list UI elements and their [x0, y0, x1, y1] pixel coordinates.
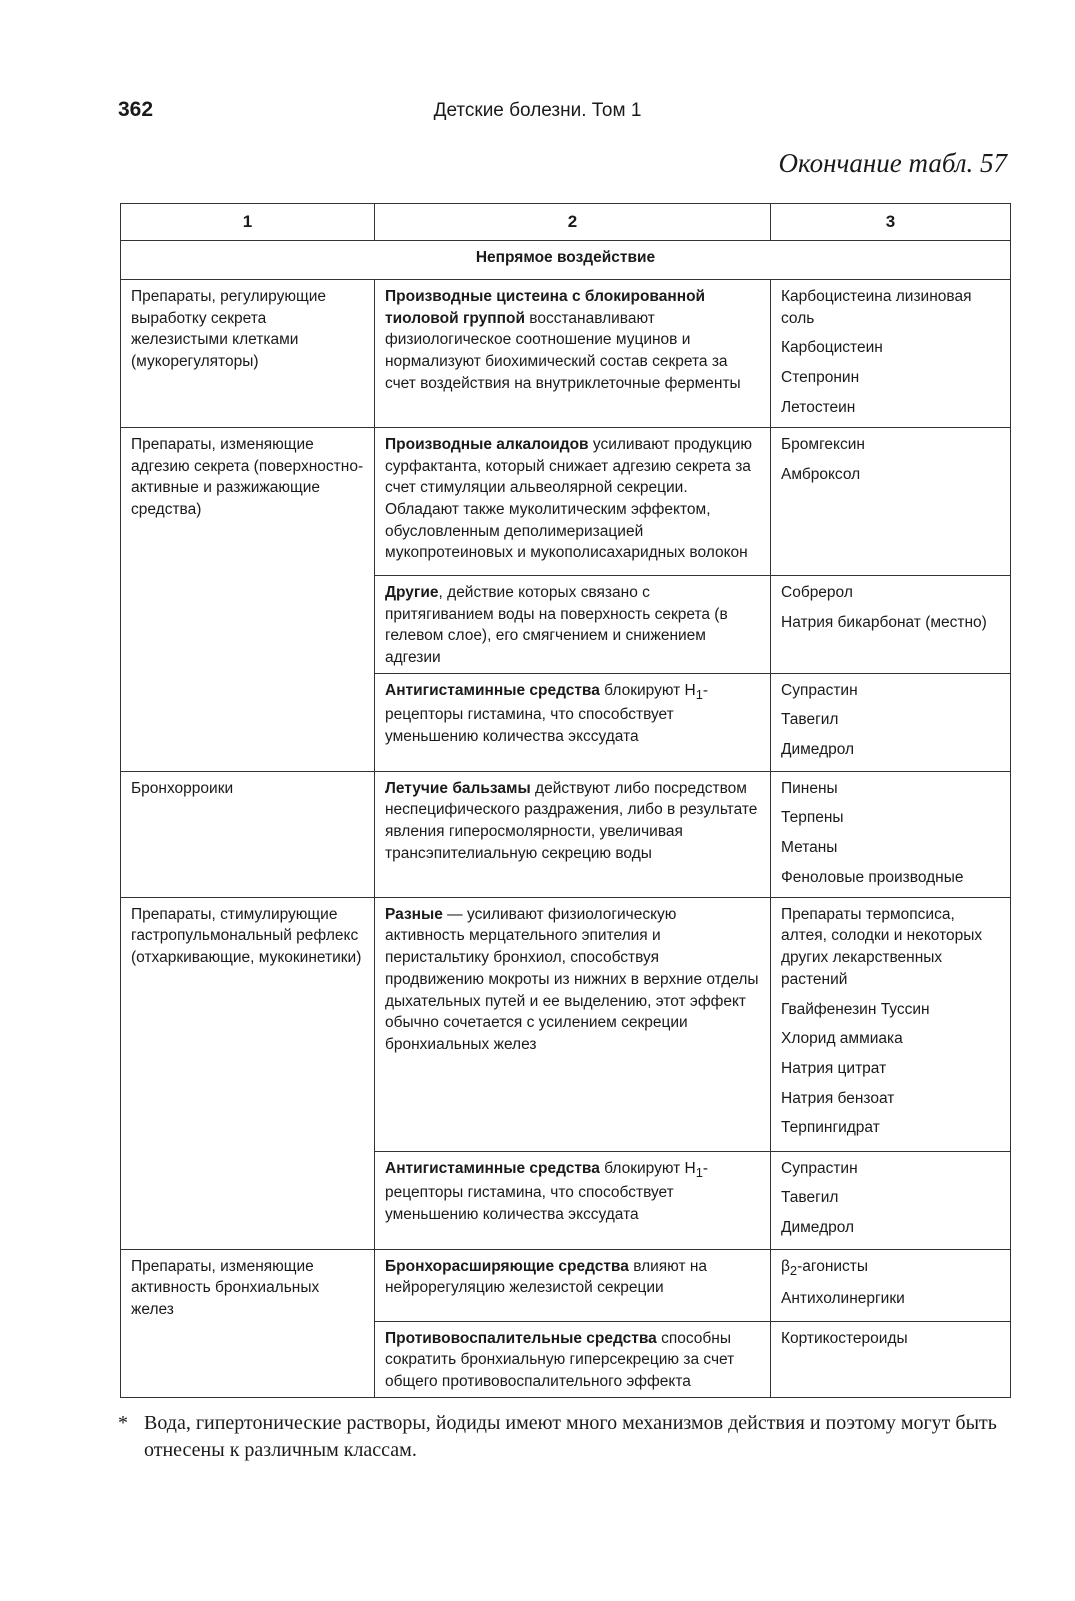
drug-item: Амброксол: [781, 465, 861, 483]
drugs-cell: [771, 1151, 1011, 1249]
drug-item: Препараты термопсиса, алтея, солодки и некоторых других лекарственных растений: [781, 905, 983, 988]
mechanism-text-post: -рецепторы гистамина, что способствует уменьшению количества экссудата: [385, 1159, 709, 1223]
drug-item: [781, 1256, 1000, 1280]
mechanism-title: Разные: [385, 905, 443, 923]
table-row: [121, 1249, 1011, 1321]
mechanism-cell: [375, 576, 771, 674]
drug-item: Супрастин: [781, 681, 858, 699]
drug-item: Натрия бикарбонат (местно): [781, 613, 987, 631]
mechanism-cell: [375, 1249, 771, 1321]
table-row: [121, 897, 1011, 1151]
mechanism-cell: [375, 428, 771, 576]
mechanism-title: Антигистаминные средства: [385, 681, 600, 699]
drug-item: Пинены: [781, 779, 838, 797]
mechanism-text: действуют либо посредством неспецифического раздражения, либо в результате явления гиперосмолярности, увеличивая трансэпителиальную секрецию воды: [385, 779, 758, 862]
drug-item: Хлорид аммиака: [781, 1030, 903, 1048]
column-header-2: 2: [375, 204, 771, 241]
drugs-cell: [771, 897, 1011, 1151]
drugs-cell: [771, 1321, 1011, 1397]
column-header-1: 1: [121, 204, 375, 241]
drug-item: Димедрол: [781, 1219, 855, 1237]
drugs-cell: [771, 428, 1011, 576]
page-number: 362: [118, 98, 154, 121]
drug-item: Метаны: [781, 839, 838, 857]
drug-beta-text: -агонисты: [797, 1257, 869, 1275]
mechanism-cell: [375, 897, 771, 1151]
footnote-text: Вода, гипертонические растворы, йодиды имеют много механизмов действия и поэтому могут быть отнесены к различным классам.: [144, 1412, 997, 1461]
drug-item: Терпингидрат: [781, 1119, 880, 1137]
mechanism-text: восстанавливают физиологическое соотношение муцинов и нормализуют биохимический состав секрета за счет воздействия на внутриклеточные ферменты: [385, 309, 741, 392]
table-row: [121, 280, 1011, 428]
subscript: 1: [695, 1164, 703, 1180]
drug-item: Карбоцистеина лизиновая соль: [781, 288, 972, 327]
drugs-cell: [771, 576, 1011, 674]
drug-item: Собрерол: [781, 584, 853, 601]
drug-item: Кортикостероиды: [781, 1329, 908, 1347]
mechanism-text-post: -рецепторы гистамина, что способствует уменьшению количества экссудата: [385, 681, 709, 745]
drug-item: Тавегил: [781, 1189, 839, 1207]
mechanism-text: способны сократить бронхиальную гиперсекрецию за счет общего противовоспалительного эффекта: [385, 1329, 735, 1391]
drugs-cell: [771, 771, 1011, 897]
group-label: Препараты, стимулирующие гастропульмональный рефлекс (отхаркивающие, мукокинетики): [121, 897, 375, 1249]
subscript: 1: [695, 686, 703, 702]
mechanism-text: влияют на нейрорегуляцию железистой секреции: [385, 1257, 708, 1297]
drugs-cell: [771, 1249, 1011, 1321]
mechanism-title: Бронхорасширяющие средства: [385, 1257, 629, 1275]
section-row: [121, 241, 1011, 280]
mechanism-cell: [375, 1321, 771, 1397]
drug-item: Бромгексин: [781, 436, 865, 453]
mechanism-cell: [375, 1151, 771, 1249]
drug-table: [120, 203, 1011, 1398]
mechanism-text-pre: блокируют H: [599, 681, 696, 699]
drugs-cell: [771, 673, 1011, 771]
drugs-cell: [771, 280, 1011, 428]
table-caption: Окончание табл. 57: [778, 148, 1007, 178]
drug-item: Гвайфенезин Туссин: [781, 1000, 930, 1018]
mechanism-title: Антигистаминные средства: [385, 1159, 600, 1177]
mechanism-title: Противовоспалительные средства: [385, 1329, 657, 1347]
footnote: [118, 1410, 1018, 1464]
mechanism-cell: [375, 280, 771, 428]
drug-item: Терпены: [781, 809, 844, 827]
mechanism-cell: [375, 673, 771, 771]
group-label: Препараты, регулирующие выработку секрета железистыми клетками (мукорегуляторы): [121, 280, 375, 428]
mechanism-title: Летучие бальзамы: [385, 779, 531, 797]
drug-item: Антихолинергики: [781, 1289, 905, 1307]
section-title: Непрямое воздействие: [121, 241, 1011, 280]
table-row: [121, 428, 1011, 576]
drug-beta-symbol: β: [781, 1257, 790, 1275]
running-title: Детские болезни. Том 1: [433, 100, 642, 121]
subscript: 2: [789, 1262, 798, 1278]
drug-item: Карбоцистеин: [781, 339, 883, 357]
mechanism-text: усиливают продукцию сурфактанта, который снижает адгезию секрета за счет стимуляции альвеолярной секреции. Обладают также муколитическим эффектом, обусловленным деполимеризацией мукопротеиновых и мукополисахаридных волокон: [385, 436, 752, 562]
mechanism-cell: [375, 771, 771, 897]
drug-item: Натрия цитрат: [781, 1059, 887, 1077]
mechanism-title: Производные алкалоидов: [385, 436, 589, 453]
mechanism-text-pre: блокируют H: [599, 1159, 696, 1177]
mechanism-title: Производные цистеина с блокированной тиоловой группой: [385, 288, 706, 327]
mechanism-title: Другие: [385, 584, 439, 601]
mechanism-text: — усиливают физиологическую активность мерцательного эпителия и перистальтику бронхиол, способствуя продвижению мокроты из нижних в верхние отделы дыхательных путей и ее выделению, этот эффект обычно сочетается с усилением секреции бронхиальных желез: [385, 905, 759, 1053]
drug-item: Степронин: [781, 369, 860, 387]
drug-item: Натрия бензоат: [781, 1089, 895, 1107]
drug-item: Супрастин: [781, 1159, 858, 1177]
footnote-mark: *: [118, 1412, 128, 1434]
table-row: [121, 771, 1011, 897]
group-label: Препараты, изменяющие адгезию секрета (поверхностно-активные и разжижающие средства): [121, 428, 375, 772]
drug-item: Димедрол: [781, 741, 855, 759]
table-header-row: [121, 204, 1011, 241]
mechanism-text: , действие которых связано с притягиванием воды на поверхность секрета (в гелевом слое), его смягчением и снижением адгезии: [385, 584, 728, 667]
drug-item: Летостеин: [781, 398, 856, 416]
drug-item: Феноловые производные: [781, 868, 964, 886]
group-label: Препараты, изменяющие активность бронхиальных желез: [121, 1249, 375, 1397]
column-header-3: 3: [771, 204, 1011, 241]
group-label: Бронхорроики: [121, 771, 375, 897]
drug-item: Тавегил: [781, 711, 839, 729]
